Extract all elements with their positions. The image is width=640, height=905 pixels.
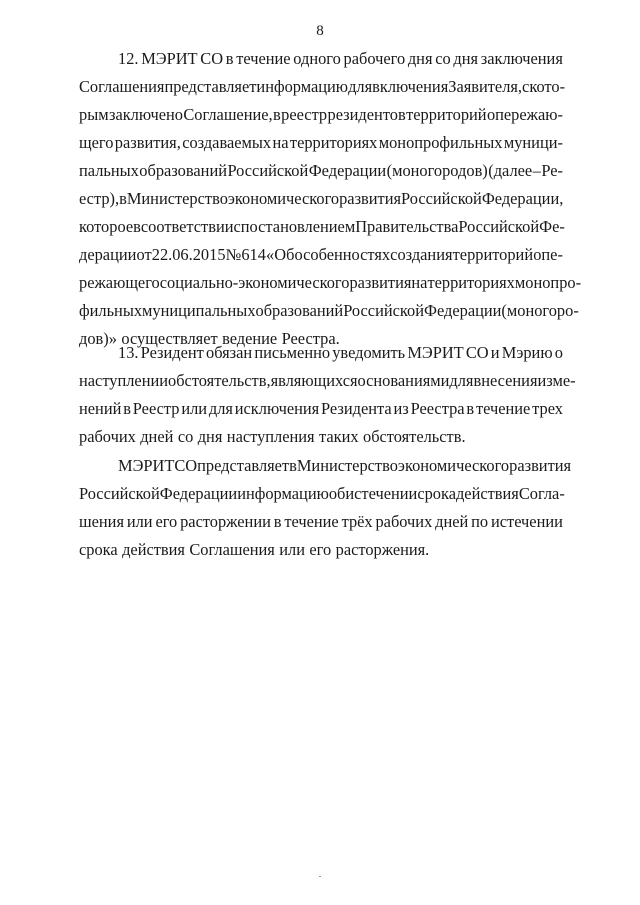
paragraph-line: дерации от 22.06.2015 № 614 «Об особенностях создания территорий опе- bbox=[79, 245, 563, 264]
paragraph-line: режающего социально-экономического развития на территориях монопро- bbox=[79, 273, 582, 292]
paragraph-line: рым заключено Соглашение, в реестр резидентов территорий опережаю- bbox=[79, 105, 563, 124]
paragraph-line: 13. Резидент обязан письменно уведомить МЭРИТ СО и Мэрию о bbox=[118, 343, 563, 362]
paragraph-line: нений в Реестр или для исключения Резидента из Реестра в течение трех bbox=[79, 399, 563, 418]
paragraph-line: МЭРИТ СО представляет в Министерство экономического развития bbox=[118, 456, 572, 475]
scan-speck bbox=[319, 876, 321, 877]
paragraph-line: дов)» осуществляет ведение Реестра. bbox=[79, 329, 340, 348]
paragraph-line: рабочих дней со дня наступления таких обстоятельств. bbox=[79, 427, 466, 446]
paragraph-line: наступлении обстоятельств, являющихся основаниями для внесения изме- bbox=[79, 371, 576, 390]
paragraph-line: естр), в Министерство экономического развития Российской Федерации, bbox=[79, 189, 564, 208]
paragraph-line: пальных образований Российской Федерации (моногородов) (далее – Ре- bbox=[79, 161, 563, 180]
page-number: 8 bbox=[316, 23, 324, 39]
paragraph-line: Российской Федерации информацию об истечении срока действия Согла- bbox=[79, 484, 565, 503]
paragraph-line: срока действия Соглашения или его расторжения. bbox=[79, 540, 430, 559]
paragraph-line: которое в соответствии с постановлением Правительства Российской Фе- bbox=[79, 217, 565, 236]
paragraph-line: шения или его расторжении в течение трёх рабочих дней по истечении bbox=[79, 512, 563, 531]
paragraph-line: 12. МЭРИТ СО в течение одного рабочего дня со дня заключения bbox=[118, 49, 563, 68]
paragraph-line: фильных муниципальных образований Российской Федерации (моногоро- bbox=[79, 301, 579, 320]
paragraph-line: щего развития, создаваемых на территориях монопрофильных муници- bbox=[79, 133, 563, 152]
paragraph-line: Соглашения представляет информацию для включения Заявителя, с кото- bbox=[79, 77, 566, 96]
